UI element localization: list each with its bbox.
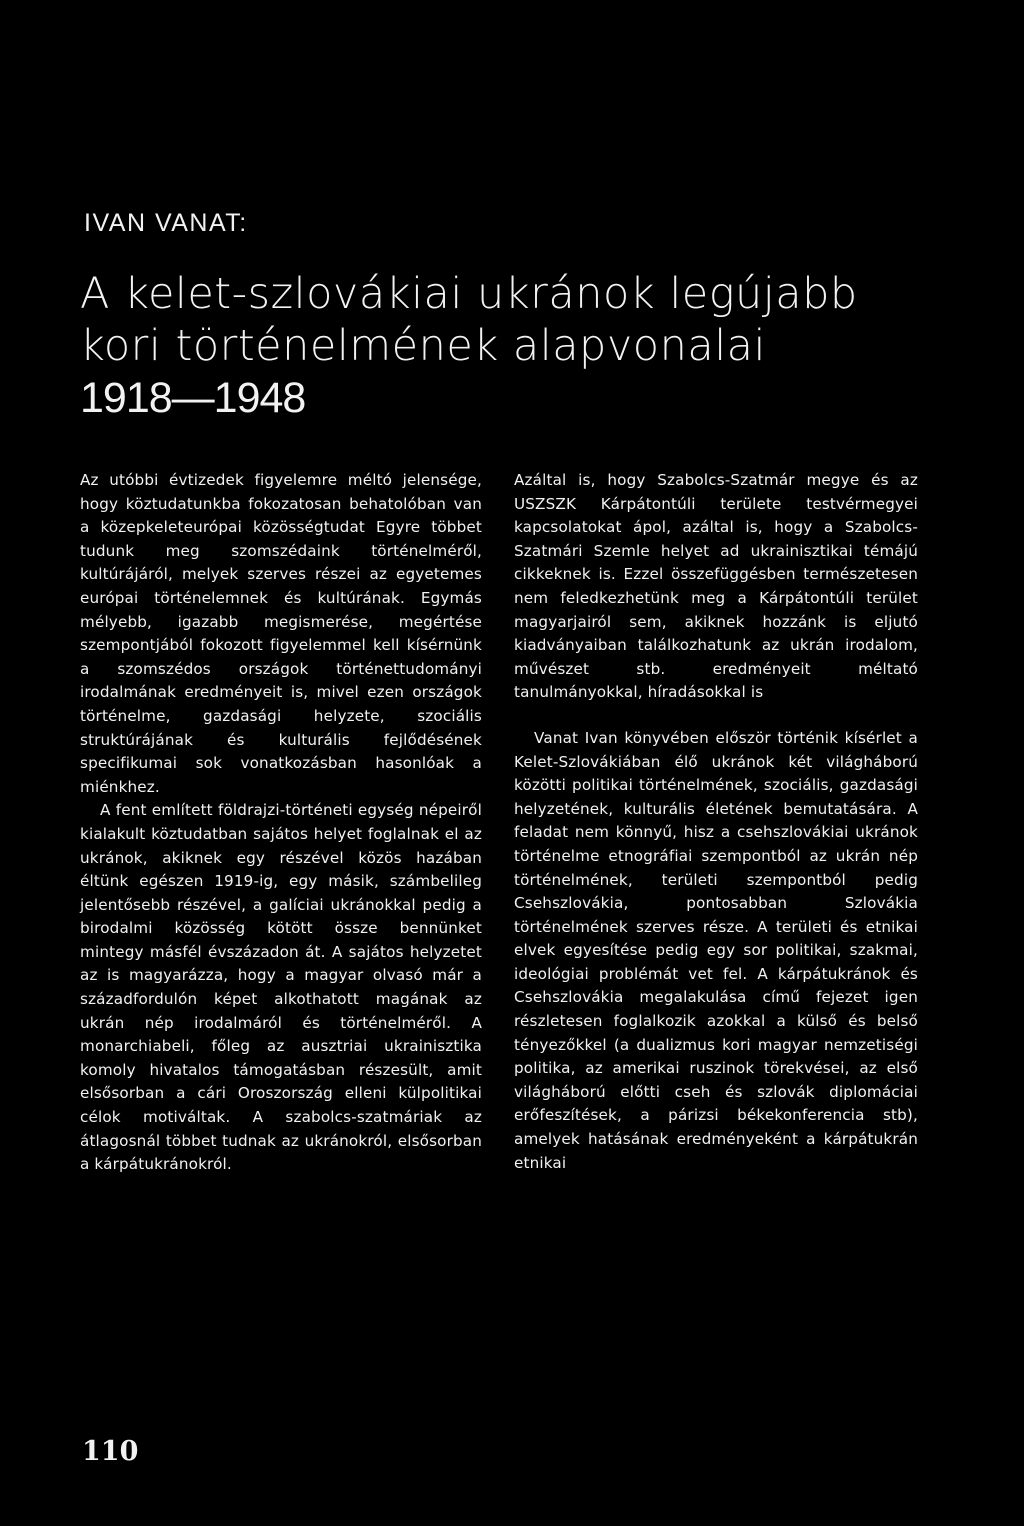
title-years: 1918—1948	[80, 374, 306, 422]
right-paragraph-1: Azáltal is, hogy Szabolcs-Szatmár megye és az USZSZK Kárpátontúli területe testvérmegyei kapcsolatokat ápol, azáltal is, hogy a Szabolcs-Szatmári Szemle helyet ad ukrainisztikai témájú cikkeknek is. Ezzel összefüggésben természetesen nem feledkezhetünk meg a Kárpátontúli terület magyarjairól sem, akiknek hozzánk is eljutó kiadványaiban találkozhatunk az ukrán irodalom, művészet stb. eredményeit méltató tanulmányokkal, híradásokkal is	[514, 471, 918, 702]
left-text-column	[80, 469, 482, 1177]
right-text-column	[514, 469, 918, 1175]
author-heading: IVAN VANAT:	[84, 209, 248, 237]
left-paragraph-1: Az utóbbi évtizedek figyelemre méltó jelensége, hogy köztudatunkba fokozatosan behatolóban van a közepkeleteurópai közösségtudat Egyre többet tudunk meg szomszédaink történelméről, kultúrájáról, melyek szerves részei az egyetemes európai történelemnek és kultúrának. Egymás mélyebb, igazabb megismerése, megértése szempontjából fokozott figyelemmel kell kísérnünk a szomszédos országok történettudományi irodalmának eredményeit is, mivel ezen országok történelme, gazdasági helyzete, szociális struktúrájának és kulturális fejlődésének specifikumai sok vonatkozásban hasonlóak a miénkhez.	[80, 471, 482, 796]
right-paragraph-2: Vanat Ivan könyvében először történik kísérlet a Kelet-Szlovákiában élő ukránok két világháború közötti politikai történelmének, szociális, gazdasági helyzetének, kulturális életének bemutatására. A feladat nem könnyű, hisz a csehszlovákiai ukránok történelme etnográfiai szempontból az ukrán nép történelmének, területi szempontból pedig Csehszlovákia, pontosabban Szlovákia történelmének szerves része. A területi és etnikai elvek egyesítése pedig egy sor politikai, szakmai, ideológiai problémát vet fel. A kárpátukránok és Csehszlovákia megalakulása című fejezet igen részletesen foglalkozik azokkal a külső és belső tényezőkkel (a dualizmus kori magyar nemzetiségi politika, az amerikai ruszinok törekvései, az első világháború előtti cseh és szlovák diplomáciai erőfeszítések, a párizsi békekonferencia stb), amelyek hatásának eredményeként a kárpátukrán etnikai	[514, 728, 918, 1172]
title-line-1: A kelet-szlovákiai ukránok legújabb	[80, 269, 858, 319]
title-line-2: kori történelmének alapvonalai	[80, 321, 766, 371]
page-number: 110	[82, 1436, 139, 1467]
left-paragraph-2: A fent említett földrajzi-történeti egység népeiről kialakult köztudatban sajátos helyet foglalnak el az ukránok, akiknek egy részével közös hazában éltünk egészen 1919-ig, egy másik, számbelileg jelentősebb részével, a galíciai ukránokkal pedig a birodalmi közösség kötött össze bennünket mintegy másfél évszázadon át. A sajátos helyzetet az is magyarázza, hogy a magyar olvasó már a századfordulón képet alkothatott magának az ukrán nép irodalmáról és történelméről. A monarchiabeli, főleg az ausztriai ukrainisztika komoly hivatalos támogatásban részesült, amit elsősorban a cári Oroszország elleni külpolitikai célok motiváltak. A szabolcs-szatmáriak az átlagosnál többet tudnak az ukránokról, elsősorban a kárpátukránokról.	[80, 801, 482, 1174]
article-title	[80, 268, 960, 424]
paragraph-gap	[514, 705, 918, 727]
